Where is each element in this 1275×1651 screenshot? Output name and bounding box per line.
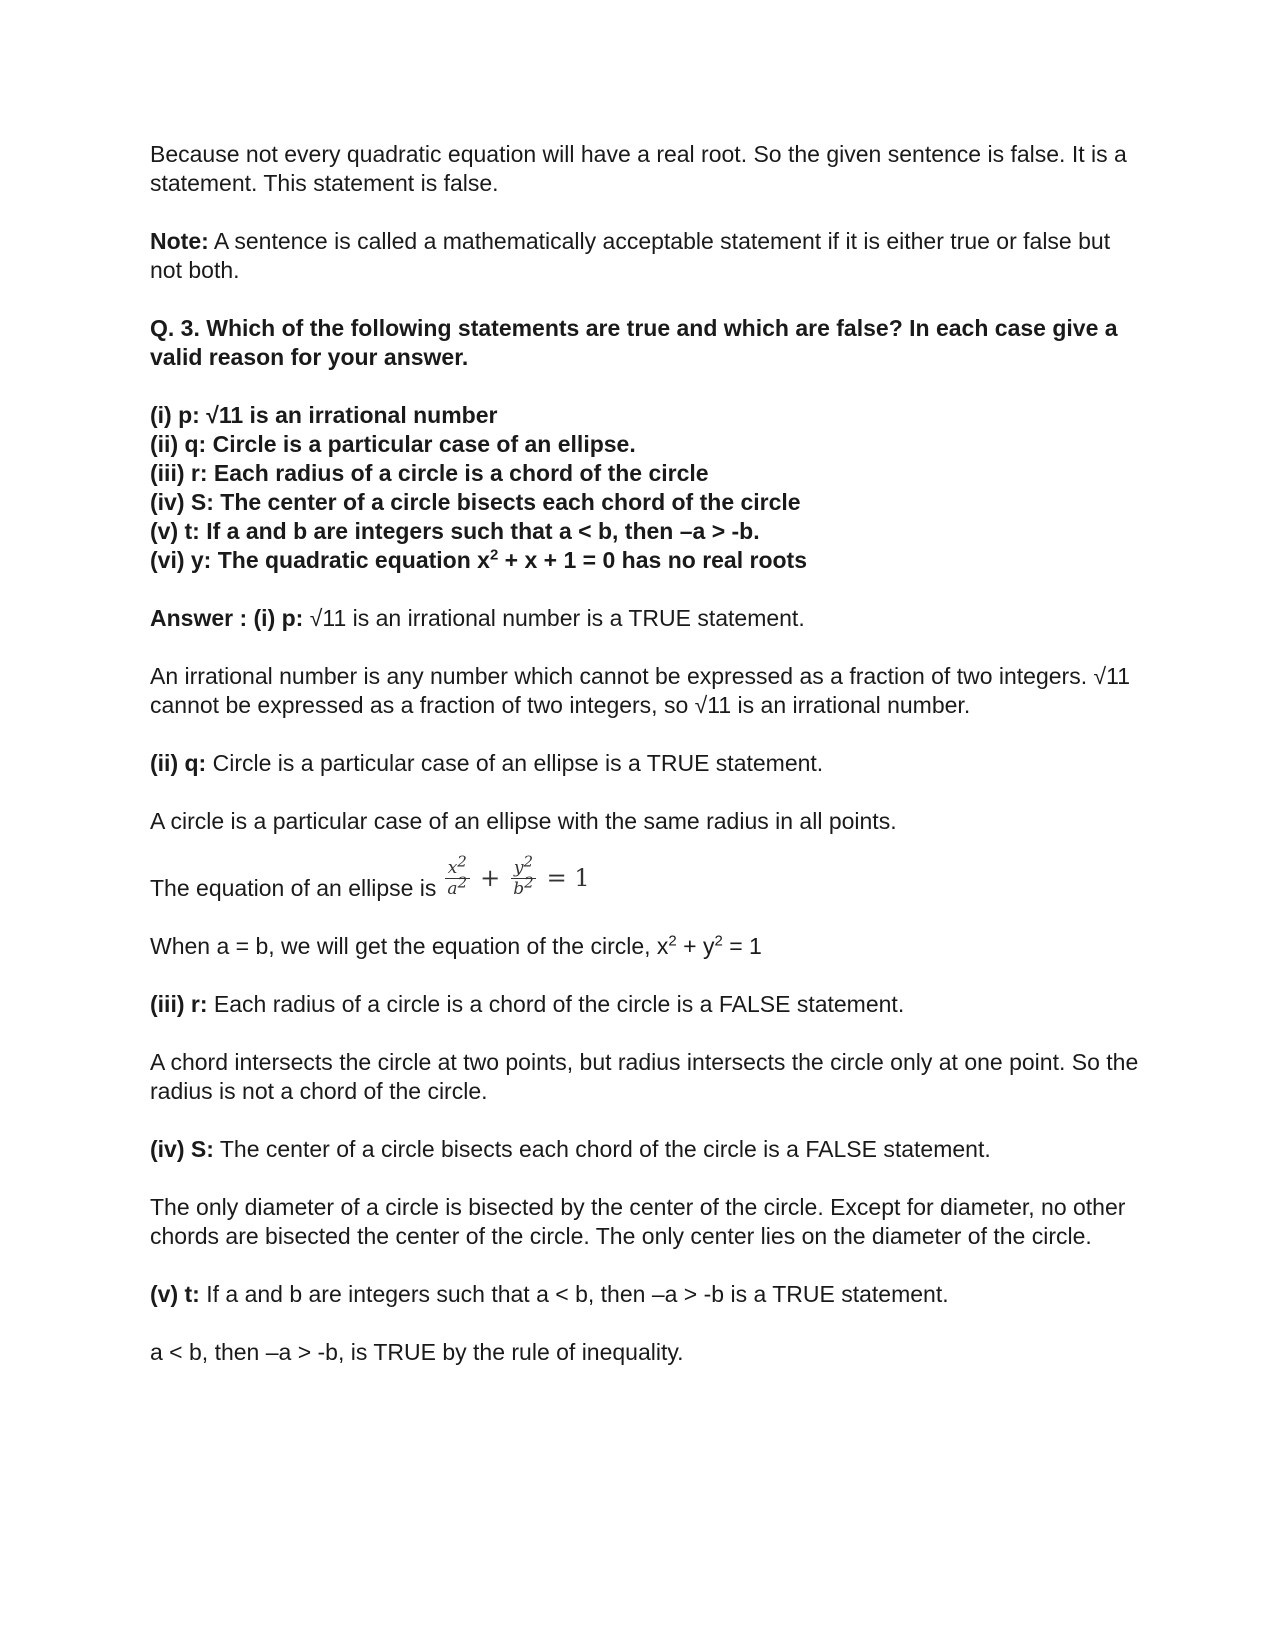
answer-4-text: The center of a circle bisects each chord of the circle is a FALSE statement. xyxy=(213,1136,991,1162)
circle-equation: When a = b, we will get the equation of the circle, $x^2 + y^2 = 1$ xyxy=(150,932,762,959)
answer-1-explanation: An irrational number is any number which cannot be expressed as a fraction of two integers. √11 cannot be expressed as a fraction of two integers, so √11 is an irrational number. xyxy=(150,663,1130,718)
answer-2-explanation: A circle is a particular case of an ellipse with the same radius in all points. xyxy=(150,808,897,834)
fraction-y: $\frac{y^2}{b^2}$ xyxy=(510,858,536,899)
answer-2-text: Circle is a particular case of an ellipse is a TRUE statement. xyxy=(206,750,824,776)
note-text: A sentence is called a mathematically acceptable statement if it is either true or false but not both. xyxy=(150,228,1111,283)
document-page xyxy=(150,140,1140,1367)
answer-1-text: √11 is an irrational number is a TRUE statement. xyxy=(303,605,805,631)
ellipse-equation-text: The equation of an ellipse is xyxy=(150,875,437,901)
statement-item: (i) p: √11 is an irrational number xyxy=(150,402,498,428)
statement-item: (ii) q: Circle is a particular case of an ellipse. xyxy=(150,431,636,457)
statement-item: (iii) r: Each radius of a circle is a chord of the circle xyxy=(150,460,709,486)
ellipse-equation-line xyxy=(150,852,1140,903)
answer-5-text: If a and b are integers such that a < b, then –a > -b is a TRUE statement. xyxy=(199,1281,949,1307)
answer-3-text: Each radius of a circle is a chord of the circle is a FALSE statement. xyxy=(207,991,905,1017)
paragraph-intro: Because not every quadratic equation will have a real root. So the given sentence is false. It is a statement. This statement is false. xyxy=(150,141,1127,196)
answer-4 xyxy=(150,1135,1140,1164)
answer-2 xyxy=(150,749,1140,778)
statement-list xyxy=(150,401,1140,575)
statement-item: (vi) y: The quadratic equation $x^2 + x + 1 = 0$ has no real roots xyxy=(150,546,808,573)
ellipse-equation-formula: $\frac{x^2}{a^2}$ + $\frac{y^2}{b^2}$ = 1 xyxy=(444,858,589,899)
answer-3-label: (iii) r: xyxy=(150,991,208,1017)
answer-3-explanation: A chord intersects the circle at two points, but radius intersects the circle only at one point. So the radius is not a chord of the circle. xyxy=(150,1049,1139,1104)
note-label: Note: xyxy=(150,228,209,254)
note-paragraph xyxy=(150,227,1140,285)
question-heading: Q. 3. Which of the following statements are true and which are false? In each case give a valid reason for your answer. xyxy=(150,315,1118,370)
statement-item: (iv) S: The center of a circle bisects each chord of the circle xyxy=(150,489,801,515)
fraction-x: $\frac{x^2}{a^2}$ xyxy=(444,858,470,899)
answer-5-explanation: a < b, then –a > -b, is TRUE by the rule of inequality. xyxy=(150,1339,684,1365)
answer-1 xyxy=(150,604,1140,633)
answer-5-label: (v) t: xyxy=(150,1281,200,1307)
answer-5 xyxy=(150,1280,1140,1309)
answer-1-label: Answer : (i) p: xyxy=(150,605,304,631)
answer-2-label: (ii) q: xyxy=(150,750,207,776)
answer-4-explanation: The only diameter of a circle is bisected by the center of the circle. Except for diameter, no other chords are bisected the center of the circle. The only center lies on the diameter of the circle. xyxy=(150,1194,1126,1249)
answer-3 xyxy=(150,990,1140,1019)
statement-item: (v) t: If a and b are integers such that a < b, then –a > -b. xyxy=(150,518,760,544)
answer-4-label: (iv) S: xyxy=(150,1136,214,1162)
